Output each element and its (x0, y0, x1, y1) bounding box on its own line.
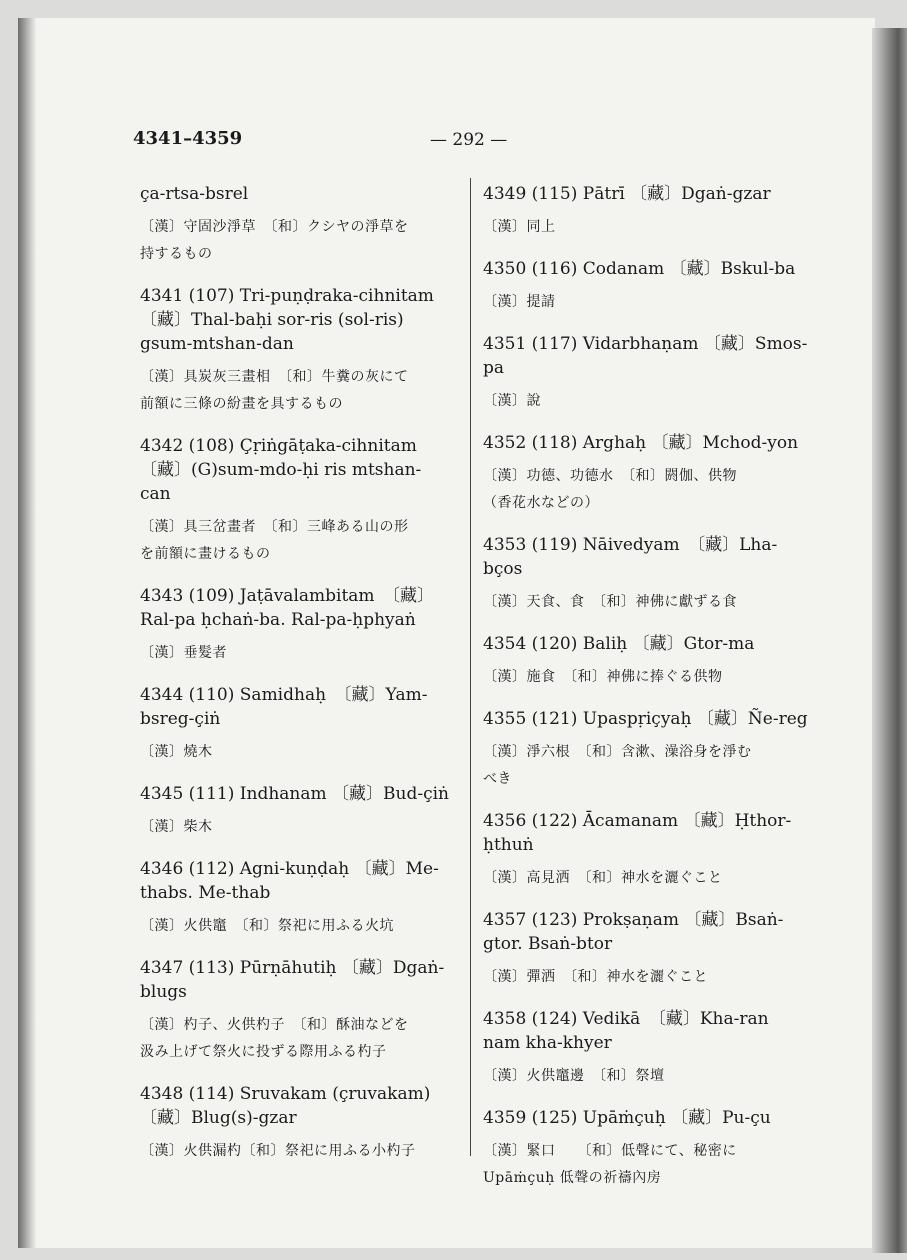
entry-range-header: 4341–4359 (133, 128, 243, 149)
entry-headword-line: 4350 (116) Codanam 〔藏〕Bskul-ba (483, 259, 796, 279)
entry-continuation-line: bsreg-çiṅ (140, 709, 221, 729)
page-edge-right (872, 28, 907, 1253)
entry-headword-line: 4358 (124) Vedikā 〔藏〕Kha-ran (483, 1009, 769, 1029)
dictionary-entry (140, 584, 465, 665)
right-column (483, 182, 813, 1208)
entry-translation-line: 〔漢〕守固沙淨草 〔和〕クシヤの淨草を (140, 219, 409, 235)
page-gutter-left (18, 18, 36, 1248)
entry-headword-line: 4341 (107) Tri-puṇḍraka-cihnitam (140, 286, 434, 306)
entry-headword-line: 4348 (114) Sruvakam (çruvakam) (140, 1084, 431, 1104)
entry-translation-line: 持するもの (140, 246, 213, 262)
dictionary-entry (483, 908, 813, 989)
dictionary-entry (483, 257, 813, 314)
entry-translation-line: 〔漢〕同上 (483, 219, 556, 235)
entry-translation-line: 〔漢〕具三岔畫者 〔和〕三峰ある山の形 (140, 519, 409, 535)
entry-continuation-line: bços (483, 559, 523, 579)
entry-translation-line: 〔漢〕功德、功德水 〔和〕閼伽、供物 (483, 468, 737, 484)
entry-continuation-line: thabs. Me-thab (140, 883, 271, 903)
dictionary-entry (483, 182, 813, 239)
entry-translation-line: 〔漢〕火供竈 〔和〕祭祀に用ふる火坑 (140, 918, 394, 934)
dictionary-entry (483, 1106, 813, 1190)
entry-translation-line: 〔漢〕垂髮者 (140, 645, 227, 661)
entry-continuation-line: blugs (140, 982, 187, 1002)
column-divider (470, 178, 471, 1156)
entry-headword-line: 4343 (109) Jaṭāvalambitam 〔藏〕 (140, 586, 435, 606)
entry-headword-line: 4351 (117) Vidarbhaṇam 〔藏〕Smos- (483, 334, 808, 354)
entry-translation-line: 〔漢〕緊口 〔和〕低聲にて、秘密に (483, 1143, 737, 1159)
entry-translation-line: 〔漢〕燒木 (140, 744, 213, 760)
entry-headword-line: 4357 (123) Prokṣaṇam 〔藏〕Bsaṅ- (483, 910, 784, 930)
dictionary-entry (140, 956, 465, 1064)
entry-continuation-line: 〔藏〕Blug(s)-gzar (140, 1108, 297, 1128)
entry-continuation-line: 〔藏〕Thal-baḥi sor-ris (sol-ris) (140, 310, 404, 330)
dictionary-entry (483, 1007, 813, 1088)
entry-continuation-line: nam kha-khyer (483, 1033, 612, 1053)
entry-translation-line: 〔漢〕火供竈邊 〔和〕祭壇 (483, 1068, 665, 1084)
left-column (140, 182, 465, 1181)
entry-translation-line: 〔漢〕火供漏杓〔和〕祭祀に用ふる小杓子 (140, 1143, 416, 1159)
entry-continuation-line: Ral-pa ḥchaṅ-ba. Ral-pa-ḥphyaṅ (140, 610, 416, 630)
entry-continuation-line: gsum-mtshan-dan (140, 334, 294, 354)
entry-headword-line: 4342 (108) Çṛiṅgāṭaka-cihnitam (140, 436, 417, 456)
dictionary-entry (483, 707, 813, 791)
entry-headword-line: 4354 (120) Baliḥ 〔藏〕Gtor-ma (483, 634, 755, 654)
dictionary-entry (483, 533, 813, 614)
dictionary-entry (140, 284, 465, 416)
entry-headword-line: 4352 (118) Arghaḥ 〔藏〕Mchod-yon (483, 433, 799, 453)
page-number: — 292 — (430, 130, 508, 150)
entry-translation-line: Upāṁçuḥ 低聲の祈禱內房 (483, 1170, 662, 1186)
dictionary-entry (483, 332, 813, 413)
entry-headword-line: 4344 (110) Samidhaḥ 〔藏〕Yam- (140, 685, 428, 705)
dictionary-entry (140, 782, 465, 839)
dictionary-entry (140, 683, 465, 764)
dictionary-entry (140, 1082, 465, 1163)
entry-translation-line: 〔漢〕具炭灰三畫相 〔和〕牛糞の灰にて (140, 369, 409, 385)
entry-headword-line: 4349 (115) Pātrī 〔藏〕Dgaṅ-gzar (483, 184, 771, 204)
entry-translation-line: 〔漢〕彈洒 〔和〕神水を灑ぐこと (483, 969, 708, 985)
entry-translation-line: 〔漢〕柴木 (140, 819, 213, 835)
entry-translation-line: 〔漢〕提請 (483, 294, 556, 310)
entry-continuation-line: can (140, 484, 171, 504)
entry-translation-line: べき (483, 771, 512, 787)
entry-headword-line: ça-rtsa-bsrel (140, 184, 249, 204)
entry-translation-line: を前額に畫けるもの (140, 546, 271, 562)
entry-headword-line: 4359 (125) Upāṁçuḥ 〔藏〕Pu-çu (483, 1108, 771, 1128)
entry-translation-line: 〔漢〕施食 〔和〕神佛に捧ぐる供物 (483, 669, 723, 685)
entry-translation-line: 〔漢〕說 (483, 393, 541, 409)
entry-translation-line: 汲み上げて祭火に投ずる際用ふる杓子 (140, 1044, 387, 1060)
entry-continuation-line: 〔藏〕(G)sum-mdo-ḥi ris mtshan- (140, 460, 422, 480)
entry-continuation-line: gtor. Bsaṅ-btor (483, 934, 613, 954)
entry-headword-line: 4347 (113) Pūrṇāhutiḥ 〔藏〕Dgaṅ- (140, 958, 445, 978)
entry-headword-line: 4356 (122) Ācamanam 〔藏〕Ḥthor- (483, 811, 792, 831)
entry-headword-line: 4346 (112) Agni-kuṇḍaḥ 〔藏〕Me- (140, 859, 439, 879)
entry-translation-line: 〔漢〕淨六根 〔和〕含漱、澡浴身を淨む (483, 744, 752, 760)
dictionary-entry (483, 809, 813, 890)
entry-continuation-line: ḥthuṅ (483, 835, 534, 855)
entry-translation-line: 前額に三條の紛畫を具するもの (140, 396, 343, 412)
entry-headword-line: 4345 (111) Indhanam 〔藏〕Bud-çiṅ (140, 784, 449, 804)
entry-translation-line: 〔漢〕高見洒 〔和〕神水を灑ぐこと (483, 870, 723, 886)
dictionary-entry (140, 857, 465, 938)
dictionary-entry (483, 431, 813, 515)
entry-translation-line: （香花水などの） (483, 495, 599, 511)
entry-headword-line: 4353 (119) Nāivedyam 〔藏〕Lha- (483, 535, 778, 555)
entry-translation-line: 〔漢〕天食、食 〔和〕神佛に獻ずる食 (483, 594, 737, 610)
dictionary-entry (140, 182, 465, 266)
entry-continuation-line: pa (483, 358, 505, 378)
dictionary-entry (140, 434, 465, 566)
entry-translation-line: 〔漢〕杓子、火供杓子 〔和〕酥油などを (140, 1017, 409, 1033)
entry-headword-line: 4355 (121) Upaspṛiçyaḥ 〔藏〕Ñe-reg (483, 709, 808, 729)
dictionary-entry (483, 632, 813, 689)
